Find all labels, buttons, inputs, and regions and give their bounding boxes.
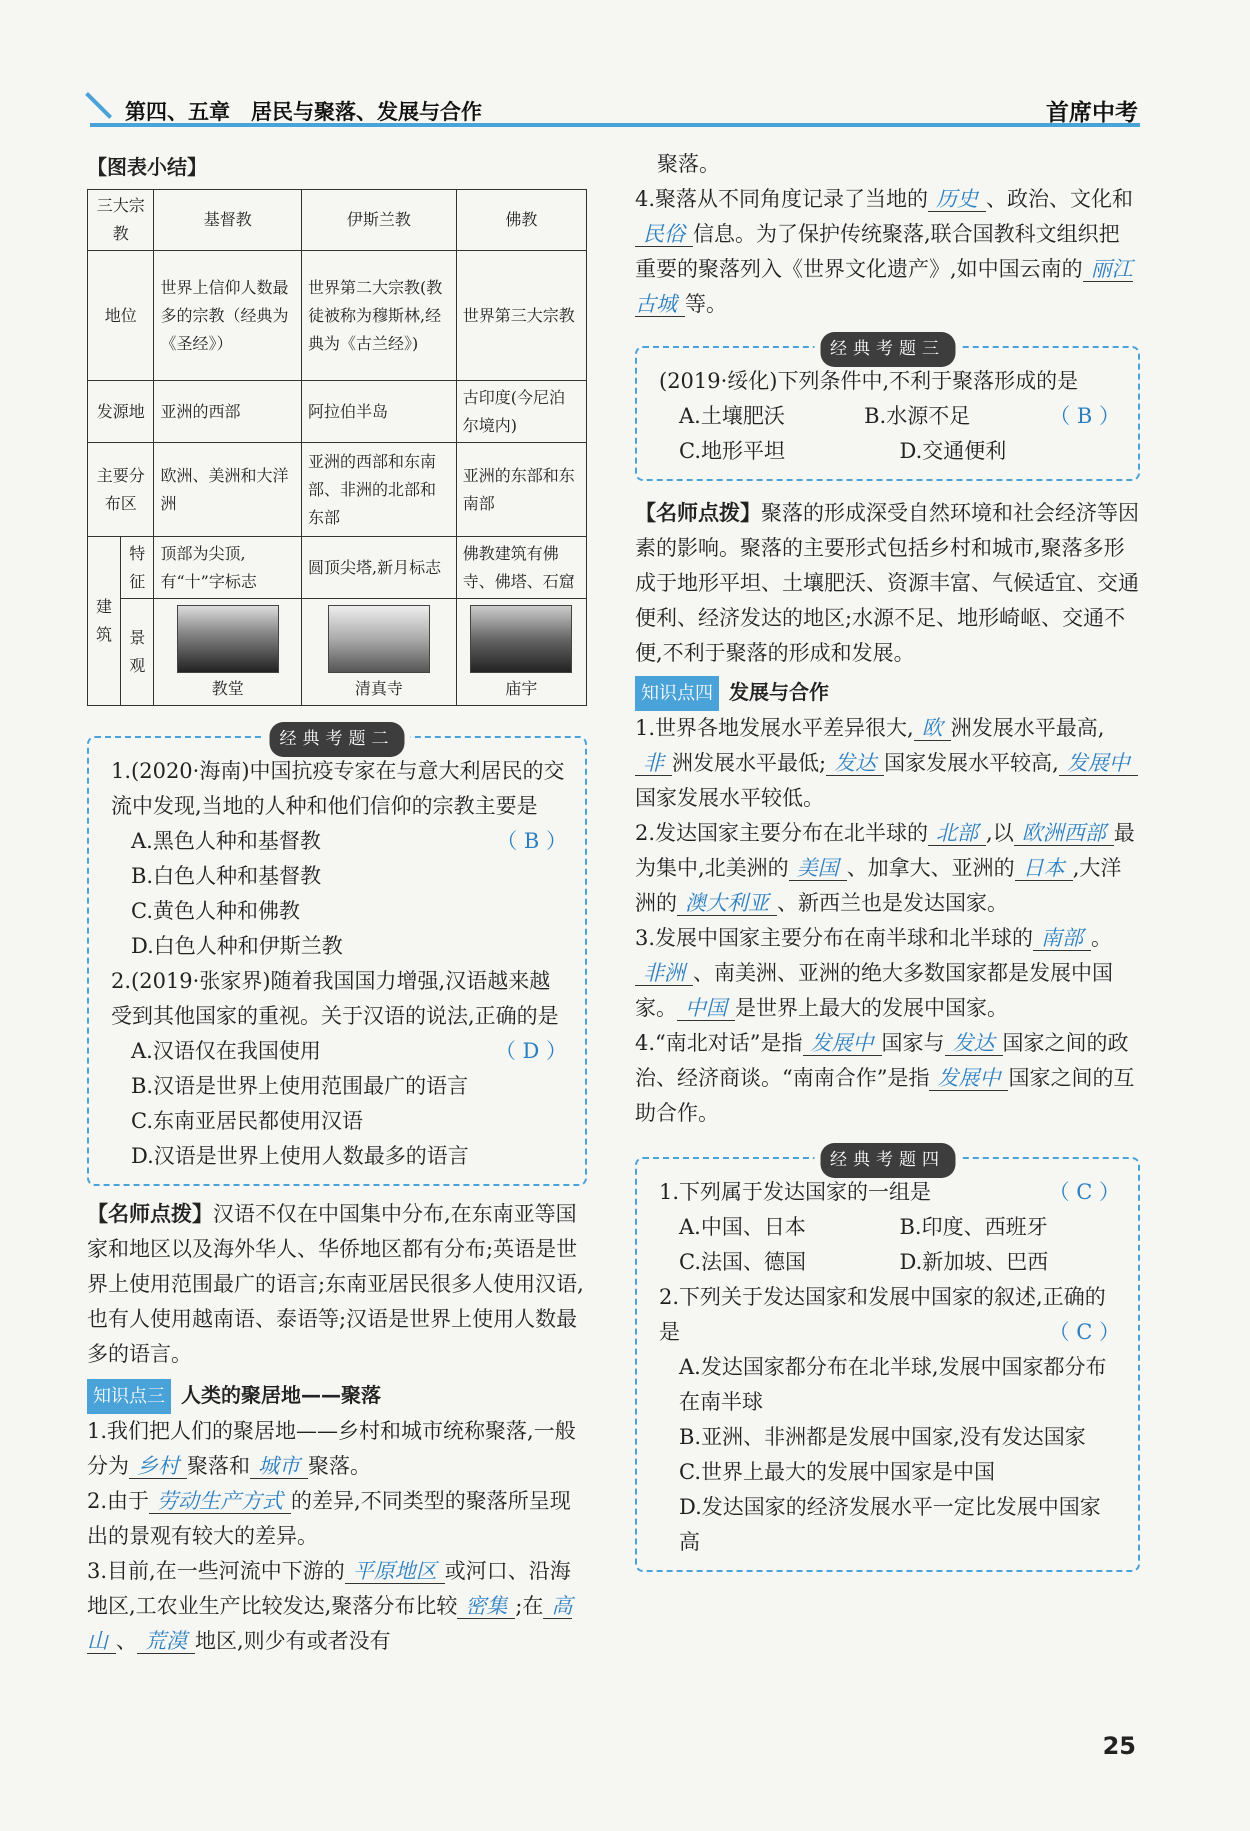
filled-answer: 澳大利亚 xyxy=(677,891,777,916)
answer-choice: （ B ） xyxy=(1049,404,1120,428)
chapter-title: 第四、五章 居民与聚落、发展与合作 xyxy=(125,100,482,124)
option: B.白色人种和基督教 xyxy=(131,864,322,888)
filled-answer: 日本 xyxy=(1015,856,1073,881)
kp4-item-4: 4.“南北对话”是指 发展中 国家与 发达 国家之间的政治、经济商谈。“南南合作”是指 发展中 国家之间的互助合作。 xyxy=(635,1031,1135,1125)
table-cell: 世界上信仰人数最多的宗教（经典为《圣经》） xyxy=(154,251,302,381)
question-1: 1.(2020·海南)中国抗疫专家在与意大利居民的交流中发现,当地的人种和他们信仰的宗教主要是 （ B ） xyxy=(111,754,567,824)
option: B.汉语是世界上使用范围最广的语言 xyxy=(131,1074,469,1098)
left-column xyxy=(87,150,587,1659)
box-badge: 经典考题四 xyxy=(814,1143,961,1178)
option: C.世界上最大的发展中国家是中国 xyxy=(679,1460,995,1484)
option: A.土壤肥沃 xyxy=(679,404,785,428)
filled-answer: 发展中 xyxy=(929,1066,1008,1091)
table-cell: 欧洲、美洲和大洋洲 xyxy=(154,443,302,537)
box-badge: 经典考题二 xyxy=(264,722,411,757)
table-header: 伊斯兰教 xyxy=(302,190,457,251)
kp3-item-4: 4.聚落从不同角度记录了当地的 历史 、政治、文化和民俗 信息。为了保护传统聚落,联合国教科文组织把重要的聚落列入《世界文化遗产》,如中国云南的 丽江古城 等。 xyxy=(635,187,1134,316)
filled-answer: 中国 xyxy=(677,996,735,1021)
right-column xyxy=(635,147,1140,1572)
question-2: 2.(2019·张家界)随着我国国力增强,汉语越来越受到其他国家的重视。关于汉语的说法,正确的是 （ D ） xyxy=(111,964,567,1034)
filled-answer: 城市 xyxy=(250,1454,308,1479)
kp3-item-2: 2.由于 劳动生产方式 的差异,不同类型的聚落所呈现出的景观有较大的差异。 xyxy=(87,1489,571,1548)
question-2: 2.下列关于发达国家和发展中国家的叙述,正确的是 （ C ） xyxy=(659,1280,1120,1350)
knowledge-point-3: 知识点三 人类的聚居地——聚落 xyxy=(87,1378,587,1414)
image-caption: 清真寺 xyxy=(354,679,403,698)
table-cell: 古印度(今尼泊尔境内) xyxy=(456,381,586,443)
church-image xyxy=(177,605,279,673)
kp3-item-1: 1.我们把人们的聚居地——乡村和城市统称聚落,一般分为 乡村 聚落和 城市 聚落。 xyxy=(87,1419,576,1478)
filled-answer: 北部 xyxy=(928,821,986,846)
filled-answer: 南部 xyxy=(1033,926,1091,951)
teacher-tip: 【名师点拨】汉语不仅在中国集中分布,在东南亚等国家和地区以及海外华人、华侨地区都有分布;英语是世界上使用范围最广的语言;东南亚居民很多人使用汉语,也有人使用越南语、泰语等;汉语是世界上使用人数最多的语言。 xyxy=(87,1201,584,1366)
exam-box-2 xyxy=(87,729,587,1186)
option-row xyxy=(659,1245,1120,1280)
continued-text: 聚落。 xyxy=(657,152,720,176)
filled-answer: 乡村 xyxy=(129,1454,187,1479)
option: B.水源不足 xyxy=(864,404,971,428)
filled-answer: 欧 xyxy=(914,716,951,741)
option-row xyxy=(659,399,1049,434)
option: B.亚洲、非洲都是发展中国家,没有发达国家 xyxy=(679,1425,1086,1449)
filled-answer: 发达 xyxy=(945,1031,1003,1056)
option: A.中国、日本 xyxy=(679,1215,806,1239)
row-label: 发源地 xyxy=(88,381,154,443)
exam-box-3 xyxy=(635,339,1140,481)
row-label: 主要分布区 xyxy=(88,443,154,537)
exam-box-4 xyxy=(635,1150,1140,1572)
option: C.地形平坦 xyxy=(679,439,785,463)
image-caption: 庙宇 xyxy=(505,679,538,698)
filled-answer: 高山 xyxy=(87,1594,573,1653)
table-header: 佛教 xyxy=(456,190,586,251)
kp4-item-2: 2.发达国家主要分布在北半球的 北部 ,以 欧洲西部 最为集中,北美洲的 美国 、加拿大、亚洲的 日本 ,大洋洲的 澳大利亚 、新西兰也是发达国家。 xyxy=(635,821,1135,915)
option: A.发达国家都分布在北半球,发展中国家都分布在南半球 xyxy=(679,1355,1107,1414)
filled-answer: 劳动生产方式 xyxy=(149,1489,291,1514)
option: D.交通便利 xyxy=(899,439,1007,463)
filled-answer: 欧洲西部 xyxy=(1014,821,1114,846)
filled-answer: 荒漠 xyxy=(137,1629,195,1654)
option: D.新加坡、巴西 xyxy=(899,1250,1049,1274)
box-badge: 经典考题三 xyxy=(814,332,961,367)
table-header: 三大宗教 xyxy=(88,190,154,251)
religion-summary-table xyxy=(87,189,587,706)
kp-tag: 知识点三 xyxy=(87,1379,171,1414)
option: A.汉语仅在我国使用 xyxy=(131,1039,321,1063)
option: C.东南亚居民都使用汉语 xyxy=(131,1109,363,1133)
table-title: 【图表小结】 xyxy=(87,155,207,179)
filled-answer: 非洲 xyxy=(635,961,693,986)
option: C.法国、德国 xyxy=(679,1250,806,1274)
kp4-item-1: 1.世界各地发展水平差异很大, 欧 洲发展水平最高,非 洲发展水平最低; 发达 国家发展水平较高, 发展中国家发展水平较低。 xyxy=(635,711,1140,816)
feature-label: 特征 xyxy=(121,537,154,599)
row-label: 地位 xyxy=(88,251,154,381)
table-cell: 顶部为尖顶,有“十”字标志 xyxy=(154,537,302,599)
table-cell: 阿拉伯半岛 xyxy=(302,381,457,443)
kp3-item-3: 3.目前,在一些河流中下游的 平原地区 或河口、沿海地区,工农业生产比较发达,聚落分布比较 密集 ;在 高山 、 荒漠 地区,则少有或者没有 xyxy=(87,1559,573,1653)
filled-answer: 民俗 xyxy=(635,222,693,247)
answer-choice: （ D ） xyxy=(494,1039,567,1063)
filled-answer: 美国 xyxy=(789,856,847,881)
table-cell: 世界第三大宗教 xyxy=(456,251,586,381)
table-cell: 亚洲的西部和东南部、非洲的北部和东部 xyxy=(302,443,457,537)
option: D.发达国家的经济发展水平一定比发展中国家高 xyxy=(679,1495,1101,1554)
building-label: 建筑 xyxy=(88,537,121,706)
table-cell: 圆顶尖塔,新月标志 xyxy=(302,537,457,599)
option: C.黄色人种和佛教 xyxy=(131,899,300,923)
filled-answer: 平原地区 xyxy=(345,1559,445,1584)
page-number: 25 xyxy=(1102,1732,1136,1760)
filled-answer: 丽江古城 xyxy=(635,257,1133,316)
table-cell: 亚洲的东部和东南部 xyxy=(456,443,586,537)
question: (2019·绥化)下列条件中,不利于聚落形成的是 （ B ） xyxy=(659,364,1120,399)
option: D.白色人种和伊斯兰教 xyxy=(131,934,343,958)
option-row xyxy=(659,434,1120,469)
filled-answer: 发达 xyxy=(826,751,884,776)
filled-answer: 历史 xyxy=(928,187,986,212)
mosque-image xyxy=(328,605,430,673)
table-cell: 亚洲的西部 xyxy=(154,381,302,443)
option: D.汉语是世界上使用人数最多的语言 xyxy=(131,1144,469,1168)
filled-answer: 密集 xyxy=(457,1594,515,1619)
teacher-tip: 【名师点拨】聚落的形成深受自然环境和社会经济等因素的影响。聚落的主要形式包括乡村和城市,聚落多形成于地形平坦、土壤肥沃、资源丰富、气候适宜、交通便利、经济发达的地区;水源不足、地形崎岖、交通不便,不利于聚落的形成和发展。 xyxy=(635,500,1139,665)
table-cell: 世界第二大宗教(教徒被称为穆斯林,经典为《古兰经》) xyxy=(302,251,457,381)
view-label: 景观 xyxy=(121,599,154,706)
option: A.黑色人种和基督教 xyxy=(131,829,321,853)
image-caption: 教堂 xyxy=(211,679,244,698)
answer-choice: （ C ） xyxy=(1048,1180,1120,1204)
question-1: 1.下列属于发达国家的一组是 （ C ） xyxy=(659,1175,1120,1210)
filled-answer: 发展中 xyxy=(803,1031,882,1056)
knowledge-point-4: 知识点四 发展与合作 xyxy=(635,675,1140,711)
option-row xyxy=(659,1210,1120,1245)
table-cell: 佛教建筑有佛寺、佛塔、石窟 xyxy=(456,537,586,599)
option: B.印度、西班牙 xyxy=(899,1215,1048,1239)
kp4-item-3: 3.发展中国家主要分布在南半球和北半球的 南部 。非洲 、南美洲、亚洲的绝大多数国家都是发展中国家。 中国 是世界上最大的发展中国家。 xyxy=(635,926,1113,1020)
answer-choice: （ C ） xyxy=(1048,1320,1120,1344)
filled-answer: 发展中 xyxy=(1059,751,1138,776)
header-accent xyxy=(85,92,112,119)
table-header: 基督教 xyxy=(154,190,302,251)
temple-image xyxy=(470,605,572,673)
filled-answer: 非 xyxy=(635,751,672,776)
answer-choice: （ B ） xyxy=(496,829,567,853)
brand-title: 首席中考 xyxy=(1046,100,1138,126)
kp-tag: 知识点四 xyxy=(635,676,719,711)
